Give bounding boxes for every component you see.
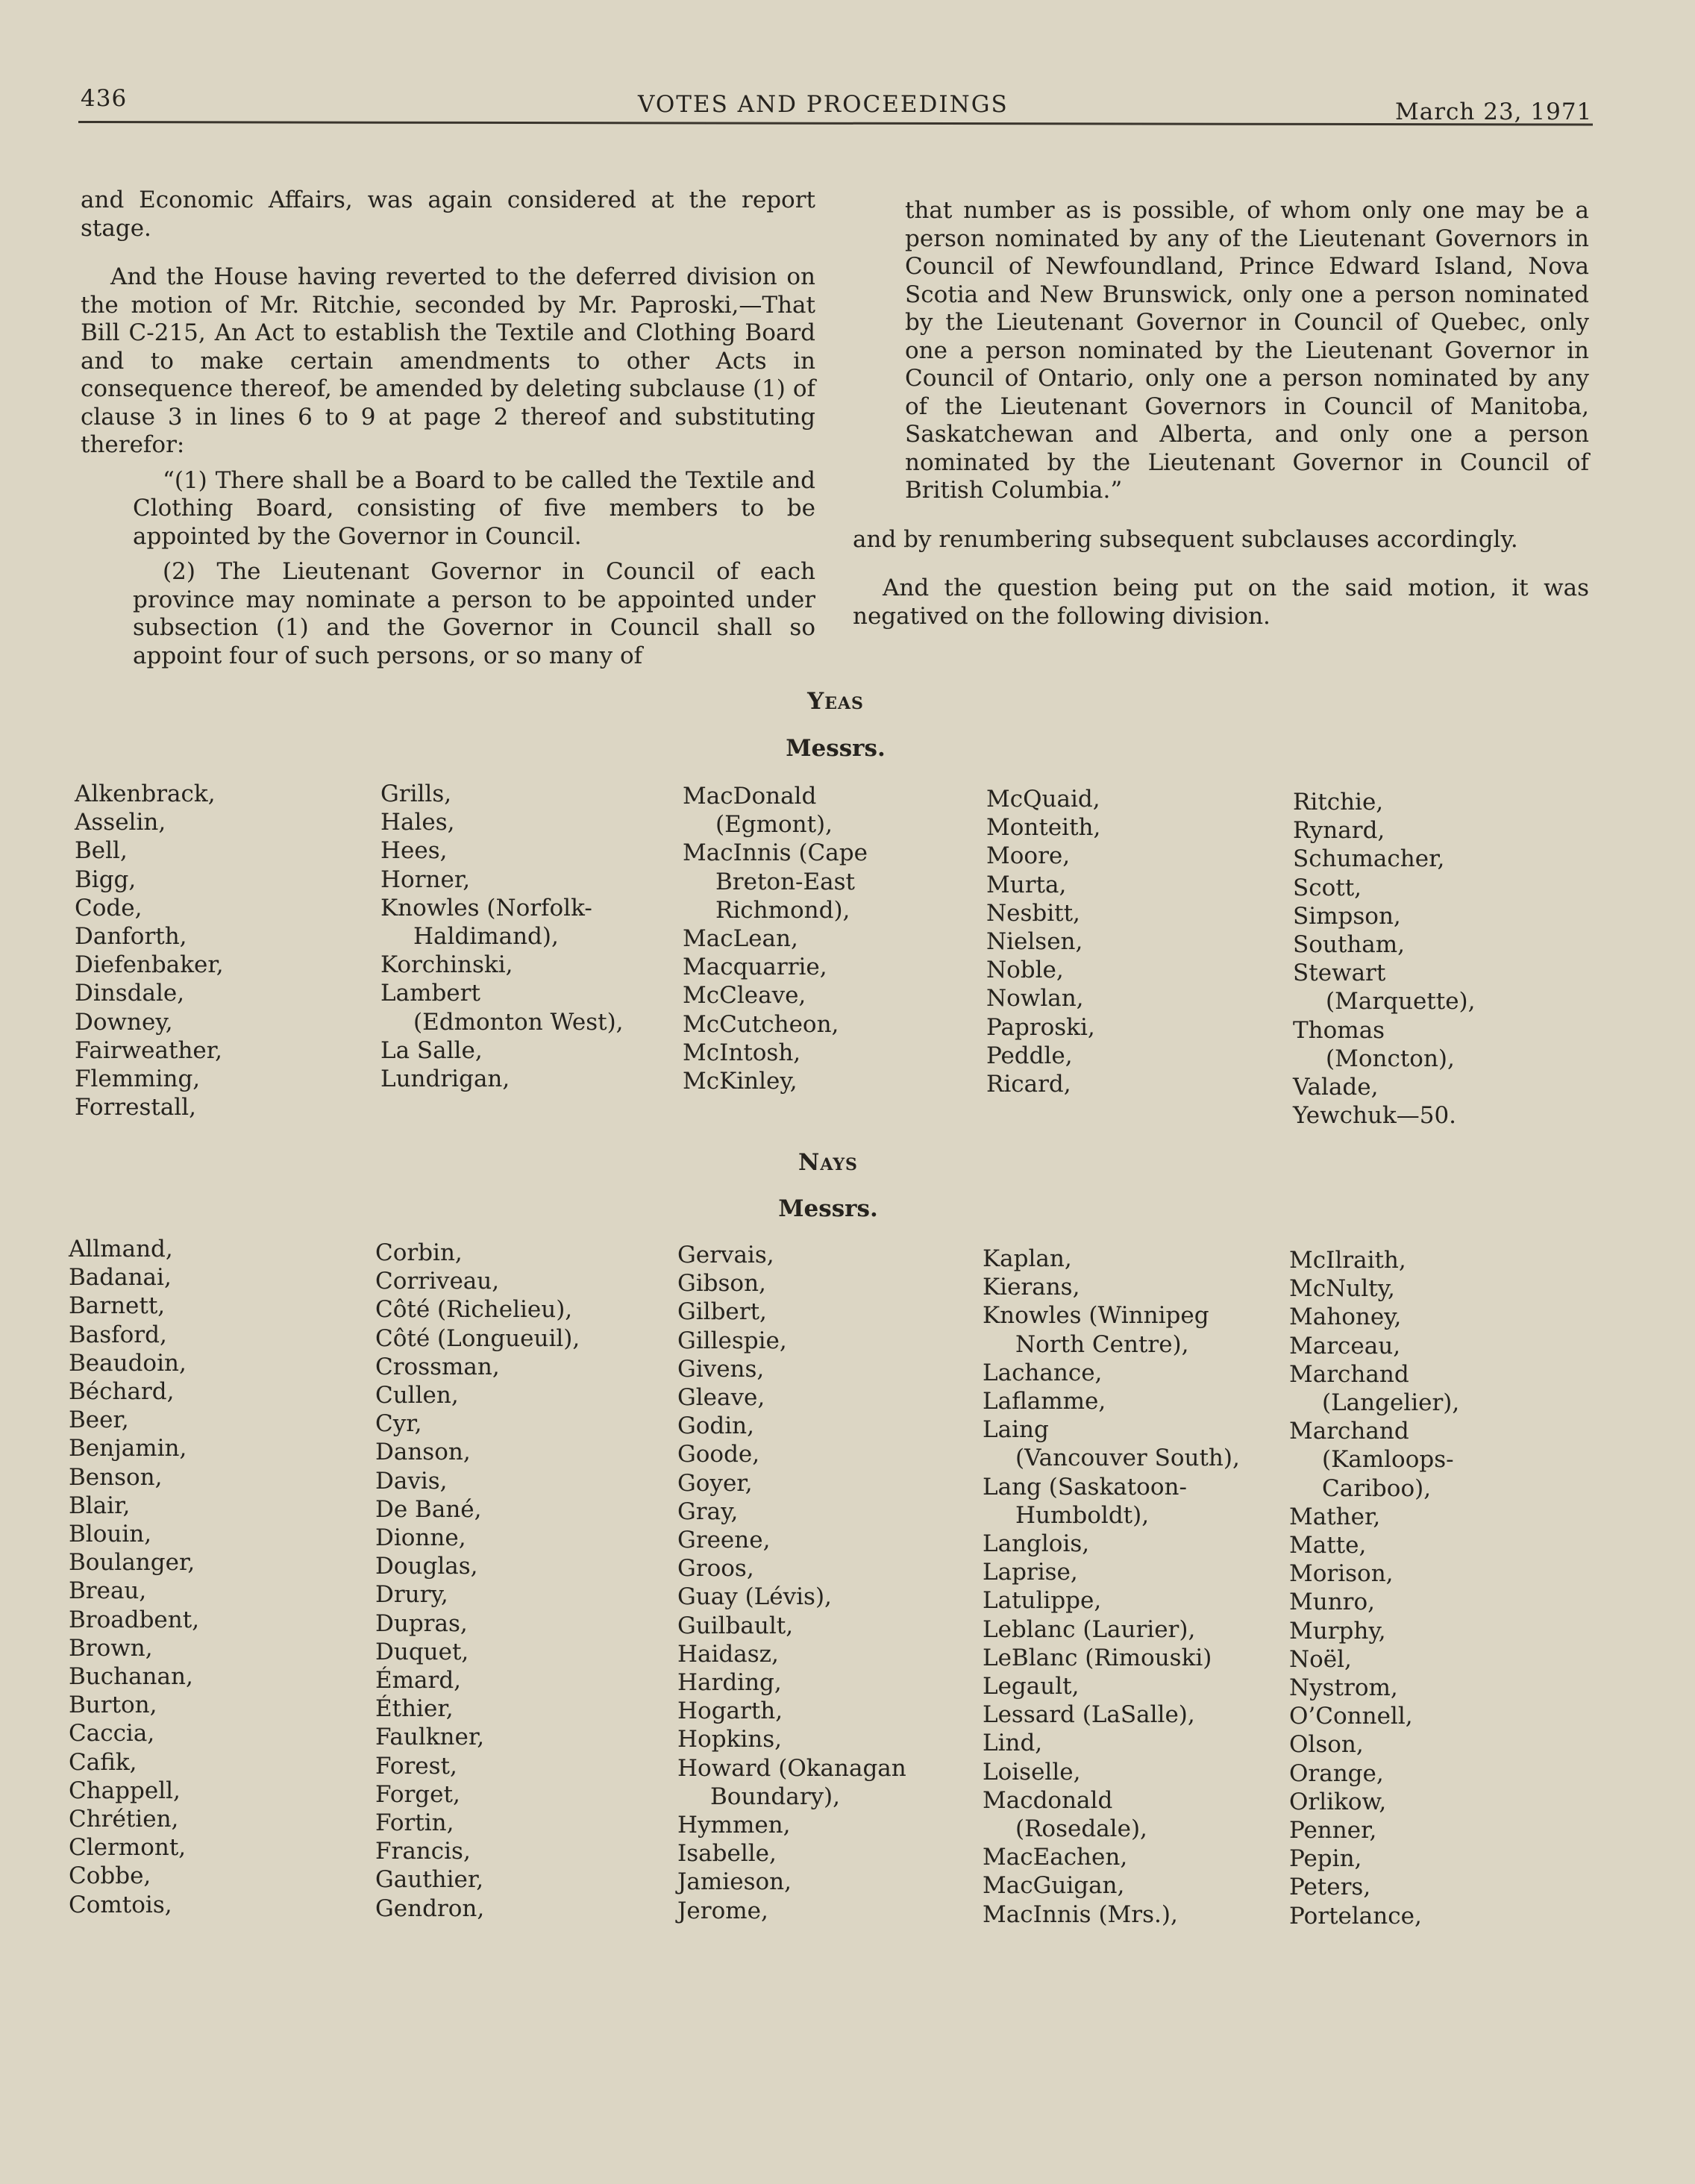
member-name: Éthier, [375,1695,454,1723]
member-name: Danforth, [75,923,187,951]
member-name: Simpson, [1293,902,1401,930]
member-name: Cariboo), [1322,1474,1432,1502]
member-name: Brown, [69,1634,153,1662]
member-name: Korchinski, [380,951,513,979]
member-name: Marchand [1289,1360,1409,1388]
member-name: Nowlan, [986,985,1084,1013]
member-name: Code, [75,894,142,922]
member-name: Moore, [986,842,1071,870]
member-name: Harding, [677,1669,782,1697]
member-name: Allmand, [69,1236,173,1262]
member-name: Orange, [1289,1759,1384,1787]
yeas-list-col2 [380,780,624,1093]
member-name: Mahoney, [1289,1304,1402,1331]
member-name: Côté (Longueuil), [375,1324,580,1352]
yeas-messrs: Messrs. [786,735,886,762]
quoted-subclause-2: (2) The Lieutenant Governor in Council of each province may nominate a person to be appointed under subsection (1) and the Governor in Council shall so appoint four of such persons, or so many of [133,558,815,669]
member-name: Cafik, [69,1748,137,1776]
member-name: Nesbitt, [986,899,1080,927]
member-name: MacGuigan, [983,1872,1125,1900]
header-date: March 23, 1971 [1395,98,1593,125]
member-name: Béchard, [69,1378,175,1406]
paragraph-deferred-division: And the House having reverted to the deferred division on the motion of Mr. Ritchie, seconded by Mr. Paproski,—That Bill C-215, An Act to establish the Textile and Clothing Board and to make certain amendments to other Acts in consequence thereof, be amended by deleting subclause (1) of clause 3 in lines 6 to 9 at page 2 thereof and substituting therefor: [81,263,815,458]
member-name: Burton, [69,1692,157,1719]
member-name: Beer, [69,1407,129,1434]
member-name: McIlraith, [1289,1247,1406,1274]
member-name: Comtois, [69,1891,172,1918]
member-name: Horner, [380,866,471,893]
member-name: MacInnis (Cape [683,839,868,867]
member-name: Noël, [1289,1645,1352,1673]
member-name: Dionne, [375,1524,466,1552]
member-name: McIntosh, [683,1039,801,1066]
member-name: Marceau, [1289,1332,1401,1359]
member-name: Lang (Saskatoon- [983,1473,1187,1501]
member-name: (Marquette), [1326,988,1476,1016]
member-name: Leblanc (Laurier), [983,1615,1196,1643]
member-name: Cobbe, [69,1862,151,1890]
member-name: Forest, [375,1752,457,1780]
member-name: Breton-East [715,868,855,895]
member-name: McCleave, [683,982,806,1010]
member-name: Boulanger, [69,1549,195,1577]
member-name: Peters, [1289,1874,1371,1901]
member-name: Laing [983,1416,1049,1444]
member-name: Richmond), [715,896,850,924]
member-name: Dinsdale, [75,980,185,1007]
member-name: La Salle, [380,1036,483,1064]
member-name: Dupras, [375,1609,468,1637]
header-rule [78,121,1593,126]
member-name: LeBlanc (Rimouski) [983,1644,1212,1671]
member-name: Gibson, [677,1270,766,1298]
nays-list-col1 [69,1235,199,1919]
member-name: McQuaid, [986,786,1100,813]
member-name: Lundrigan, [380,1066,510,1093]
member-name: (Egmont), [715,811,833,839]
member-name: Bell, [75,837,128,865]
member-name: Yewchuk—50. [1293,1102,1457,1130]
member-name: MacInnis (Mrs.), [983,1900,1178,1928]
member-name: Marchand [1289,1418,1409,1445]
member-name: Downey, [75,1008,173,1036]
member-name: Howard (Okanagan [677,1754,906,1782]
member-name: Monteith, [986,814,1101,842]
member-name: Greene, [677,1527,771,1554]
member-name: Knowles (Winnipeg [983,1302,1209,1330]
nays-messrs: Messrs. [778,1195,878,1222]
member-name: Langlois, [983,1530,1090,1558]
member-name: Badanai, [69,1264,172,1292]
member-name: Benjamin, [69,1435,187,1462]
member-name: Laflamme, [983,1388,1106,1415]
nays-list-col5 [1289,1246,1459,1930]
member-name: Noble, [986,957,1064,984]
member-name: Munro, [1289,1589,1376,1616]
member-name: Broadbent, [69,1606,200,1633]
member-name: Danson, [375,1439,471,1466]
member-name: Cyr, [375,1410,422,1438]
member-name: Laprise, [983,1559,1078,1586]
member-name: Faulkner, [375,1724,485,1751]
member-name: Goode, [677,1441,760,1468]
member-name: Kaplan, [983,1245,1072,1272]
member-name: Gilbert, [677,1298,767,1326]
member-name: Goyer, [677,1469,753,1497]
member-name: Basford, [69,1321,167,1348]
yeas-list-col5 [1293,788,1476,1130]
member-name: Valade, [1293,1074,1379,1101]
member-name: Fairweather, [75,1036,223,1064]
member-name: Breau, [69,1577,147,1605]
member-name: Thomas [1293,1016,1385,1044]
member-name: Latulippe, [983,1587,1102,1615]
member-name: Southam, [1293,931,1406,959]
member-name: Lind, [983,1730,1043,1757]
member-name: Peddle, [986,1042,1073,1069]
member-name: Haidasz, [677,1640,779,1668]
member-name: Jamieson, [677,1868,792,1896]
member-name: Boundary), [710,1783,840,1810]
member-name: Bigg, [75,866,137,893]
member-name: Orlikow, [1289,1788,1387,1815]
member-name: Fortin, [375,1809,454,1837]
member-name: Hees, [380,837,448,865]
member-name: Douglas, [375,1553,478,1580]
member-name: MacLean, [683,925,798,953]
member-name: (Vancouver South), [1015,1445,1240,1472]
member-name: Alkenbrack, [75,780,216,807]
member-name: Barnett, [69,1292,166,1320]
member-name: Rynard, [1293,817,1385,845]
member-name: Loiselle, [983,1758,1081,1786]
member-name: Schumacher, [1293,845,1445,873]
member-name: Lessard (LaSalle), [983,1701,1195,1729]
member-name: Paproski, [986,1013,1095,1041]
member-name: North Centre), [1015,1330,1189,1358]
text-column-right [853,197,1589,631]
member-name: Gervais, [677,1242,774,1268]
member-name: McNulty, [1289,1275,1395,1303]
yeas-list-col4 [986,785,1100,1098]
member-name: Flemming, [75,1066,201,1093]
member-name: Ricard, [986,1071,1071,1098]
member-name: Corbin, [375,1239,463,1266]
member-name: Gillespie, [677,1327,787,1354]
member-name: Gleave, [677,1384,765,1412]
member-name: O’Connell, [1289,1703,1413,1730]
paragraph-renumbering: and by renumbering subsequent subclauses accordingly. [853,525,1518,553]
member-name: Gendron, [375,1894,485,1922]
member-name: Mather, [1289,1503,1381,1530]
member-name: (Moncton), [1326,1045,1455,1072]
paragraph-question-negatived: And the question being put on the said motion, it was negatived on the following division. [853,575,1589,630]
member-name: Hymmen, [677,1812,791,1839]
member-name: Hogarth, [677,1698,783,1725]
member-name: Macquarrie, [683,954,827,981]
member-name: Forget, [375,1780,460,1808]
member-name: Stewart [1293,960,1386,987]
member-name: Drury, [375,1581,448,1609]
member-name: Murta, [986,871,1067,898]
member-name: (Rosedale), [1015,1815,1147,1843]
member-name: Penner, [1289,1817,1377,1844]
member-name: Jerome, [677,1897,768,1924]
member-name: Morison, [1289,1560,1394,1588]
member-name: Blair, [69,1492,131,1519]
member-name: Groos, [677,1555,754,1583]
member-name: Isabelle, [677,1840,777,1868]
member-name: Murphy, [1289,1617,1386,1645]
member-name: Grills, [380,780,452,807]
member-name: (Langelier), [1322,1389,1460,1417]
member-name: Olson, [1289,1731,1364,1759]
member-name: Caccia, [69,1720,155,1747]
member-name: Forrestall, [75,1094,196,1121]
member-name: Guilbault, [677,1612,794,1639]
paragraph-continuation: and Economic Affairs, was again considered at the report stage. [81,187,815,242]
member-name: Davis, [375,1467,448,1495]
member-name: Gray, [677,1498,739,1525]
member-name: Hales, [380,809,455,836]
member-name: De Bané, [375,1495,482,1523]
yeas-list-col3 [683,782,868,1095]
member-name: Benson, [69,1463,163,1491]
member-name: Scott, [1293,874,1362,901]
member-name: Hopkins, [677,1726,782,1753]
member-name: Beaudoin, [69,1349,187,1377]
running-title: VOTES AND PROCEEDINGS [638,91,1009,118]
member-name: Guay (Lévis), [677,1583,832,1611]
member-name: MacDonald [683,783,817,810]
nays-list-col4 [983,1245,1240,1929]
member-name: McKinley, [683,1068,798,1095]
nays-list-col3 [677,1241,906,1925]
quoted-amendment [81,467,815,671]
member-name: Clermont, [69,1834,187,1862]
member-name: Buchanan, [69,1663,193,1691]
member-name: Duquet, [375,1638,469,1665]
member-name: Portelance, [1289,1902,1422,1930]
member-name: Chappell, [69,1777,181,1804]
member-name: Crossman, [375,1353,500,1380]
member-name: (Kamloops- [1322,1446,1454,1474]
member-name: Émard, [375,1667,462,1695]
page-number: 436 [81,85,128,112]
member-name: Knowles (Norfolk- [380,894,592,922]
yeas-heading: Yeas [807,688,864,715]
text-column-left [81,187,815,670]
quoted-subclause-continued: that number as is possible, of whom only one may be a person nominated by any of the Lieutenant Governors in Council of Newfoundland, Prince Edward Island, Nova Scotia and New Brunswick, only one a person nominated by the Lieutenant Governor in Council of Quebec, only one a person nominated by the Lieutenant Governor in Council of Ontario, only one a person nominated by any of the Lieutenant Governors in Council of Manitoba, Saskatchewan and Alberta, and only one a person nominated by the Lieutenant Governor in Council of British Columbia.” [905,197,1589,504]
nays-list-col2 [375,1239,580,1923]
member-name: Legault, [983,1673,1080,1700]
member-name: Côté (Richelieu), [375,1296,573,1324]
member-name: Givens, [677,1355,765,1383]
member-name: Ritchie, [1293,789,1384,816]
member-name: Asselin, [75,809,166,836]
member-name: Francis, [375,1838,471,1865]
member-name: MacEachen, [983,1844,1128,1871]
member-name: Pepin, [1289,1845,1362,1873]
member-name: Humboldt), [1015,1501,1150,1529]
member-name: Blouin, [69,1521,152,1548]
member-name: Gauthier, [375,1866,484,1894]
member-name: McCutcheon, [683,1010,839,1038]
quoted-subclause-1: “(1) There shall be a Board to be called the Textile and Clothing Board, consisting of five members to be appointed by the Governor in Council. [133,466,815,550]
member-name: Cullen, [375,1382,459,1409]
member-name: Nystrom, [1289,1674,1398,1702]
member-name: Lambert [380,980,480,1007]
member-name: Haldimand), [413,923,559,951]
member-name: Nielsen, [986,928,1083,956]
member-name: Lachance, [983,1359,1103,1386]
member-name: (Edmonton West), [413,1008,624,1036]
nays-heading: Nays [798,1149,858,1176]
member-name: Matte, [1289,1532,1367,1559]
member-name: Diefenbaker, [75,951,224,979]
member-name: Kierans, [983,1274,1080,1301]
member-name: Corriveau, [375,1268,500,1295]
yeas-list-col1 [75,780,224,1121]
member-name: Godin, [677,1412,755,1440]
member-name: Chrétien, [69,1806,179,1833]
member-name: Macdonald [983,1786,1113,1814]
